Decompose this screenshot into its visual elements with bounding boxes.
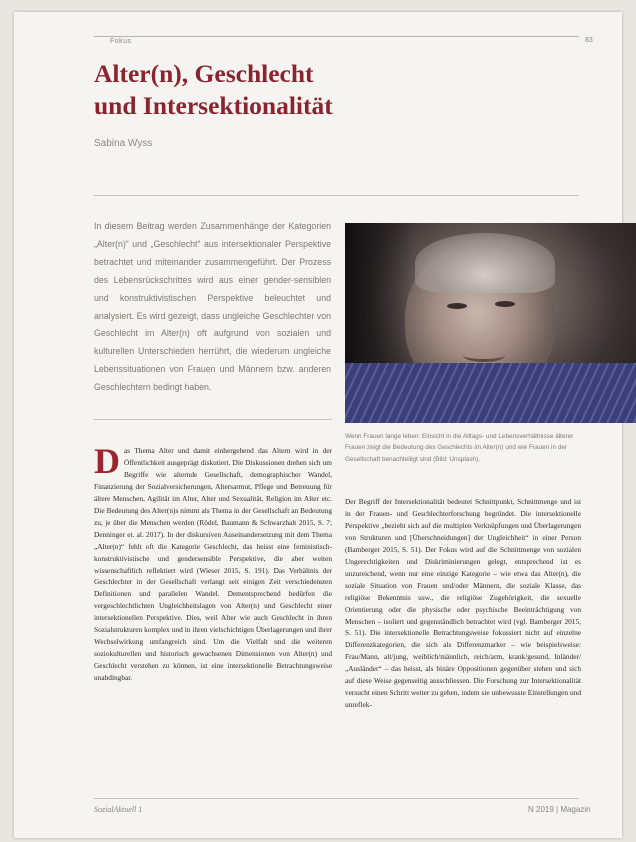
running-head: Fokus bbox=[110, 38, 132, 45]
photo-caption: Wenn Frauen lange leben: Einsicht in die Alltags- und Lebensverhältnisse älterer Frauen zeigt die Bedeutung des Geschlechts im Alter(n) und wie Frauen in der Gesellschaft benachteiligt sind (Bild: Unsplash). bbox=[345, 433, 574, 463]
title-line-1: Alter(n), Geschlecht bbox=[94, 59, 314, 88]
body-column-right: Der Begriff der Intersektionalität bedeutet Schnittpunkt, Schnittmenge und ist in der Frauen- und Geschlechterforschung begründet. Die intersektionelle Perspektive „bezieht sich auf die multiplen Verknüpfungen und Überlagerungen von Strukturen und [Überschneidungen] der Ungleichheit“ in einer Person (Bamberger 2015, S. 51). Der Fokus wird auf die Schnittmenge von sozialen Ungerechtigkeiten und Diskriminierungen gelegt, entsprechend ist es unzureichend, wenn nur eine einzige Kategorie – wie etwa das Alter(n), die soziale Situation von Frauen und/oder Männern, die soziale Klasse, das religiöse Bekenntnis usw., die religiöse Zugehörigkeit, die sexuelle Orientierung oder die physische oder psychische Beeinträchtigung von Menschen – isoliert und gegenständlich betrachtet wird (vgl. Bamberger 2015, S. 51). Die intersektionelle Betrachtungsweise fokussiert nicht auf einzelne Differenzkategorien, die sich als Differenzmarker – wie beispielsweise: Frau/Mann, alt/jung, weiblich/männlich, reich/arm, krank/gesund, Inländer/„Ausländer“ – das heisst, als binäre Oppositionen gegenüber stehen und sich auf diese Weise gegenseitig ausschliessen. Die Forschung zur Intersektionalität versucht einen Schritt weiter zu gehen, indem sie unbewusste Einstellungen und unreflek- bbox=[345, 497, 581, 710]
body-text-left: as Thema Alter und damit einhergehend das Altern wird in der Öffentlichkeit ausgeprägt diskutiert. Die Diskussionen drehen sich um Begriffe wie alternde Gesellschaft, demographischer Wandel, Finanzierung der Sozialversicherungen, Altersarmut, Pflege und Betreuung für ältere Menschen, Agilität im Alter, Alter und Sexualität, Religion im Alter etc. Die Bedeutung des Alter(n)s nimmt als Thema in der Gesellschaft an Bedeutung zu, je über die Menschen werden (Rödel, Baumann & Schwarzhalt 2015, S. 7; Denninger et. al. 2017). In der diskursiven Auseinandersetzung mit dem Thema „Alter(n)“ fehlt oft die Kategorie Geschlecht, das heisst eine feministisch-konstruktivistische und gendersensible Perspektive, die aber weiten wissenschaftlich reflektiert wird (Wieser 2015, S. 191). Das Verhältnis der Geschlechter in der Gesellschaft verlangt seit einigen Zeit verschiedensten Definitionen und parallelen Wandel. Dementsprechend bedürfen die vergeschlechtlichten Ungleichheitslagen von Alter(n) und Geschlecht einer intersektionellen Perspektive. Dies, weil Alter wie auch Geschlecht in ihren Sozialstrukturen komplex und in ihren vielschichtigen Überlagerungen und ihrer Wechselwirkung umfangreich sind. Um die Vielfalt und die weiteren soziokulturellen und historisch gewachsenen Dimensionen von Alter(n) und Geschlecht verstehen zu können, ist eine intersektionelle Betrachtungsweise unabdingbar. bbox=[94, 446, 332, 683]
footer-rule bbox=[94, 798, 579, 799]
abstract-bottom-rule bbox=[94, 419, 332, 420]
drop-cap: D bbox=[94, 441, 120, 481]
magazine-page bbox=[14, 12, 622, 838]
author-name: Sabina Wyss bbox=[94, 138, 153, 149]
patterned-clothing bbox=[345, 363, 636, 423]
header-rule bbox=[94, 36, 579, 37]
article-title bbox=[94, 58, 514, 121]
body-column-left bbox=[94, 441, 332, 684]
footer-publication: SozialAktuell 1 bbox=[94, 805, 143, 814]
title-line-2: und Intersektionalität bbox=[94, 90, 333, 120]
right-eye bbox=[495, 301, 515, 307]
page-number: 83 bbox=[585, 37, 593, 44]
white-hair bbox=[415, 233, 555, 293]
left-eye bbox=[447, 303, 467, 309]
abstract: In diesem Beitrag werden Zusammenhänge der Kategorien „Alter(n)“ und „Geschlecht“ aus intersektionaler Perspektive betrachtet und miteinander zusammengeführt. Der Prozess des Lebensrückschrittes wird aus einer gender-sensiblen und konstruktivistischen Perspektive beleuchtet und analysiert. Es wird gezeigt, dass ungleiche Geschlechter von Geschlecht im Alter(n) oft aufgrund von sozialen und kulturellen Unterschieden herrührt, die wiederum ungleiche Lebenssituationen von Frauen und Männern bzw. anderen Geschlechtern bedingt haben. bbox=[94, 221, 331, 393]
smile bbox=[463, 349, 505, 362]
footer-issue: N 2019 | Magazin bbox=[528, 805, 591, 814]
abstract-top-rule bbox=[94, 195, 579, 196]
portrait-photo bbox=[345, 223, 636, 423]
